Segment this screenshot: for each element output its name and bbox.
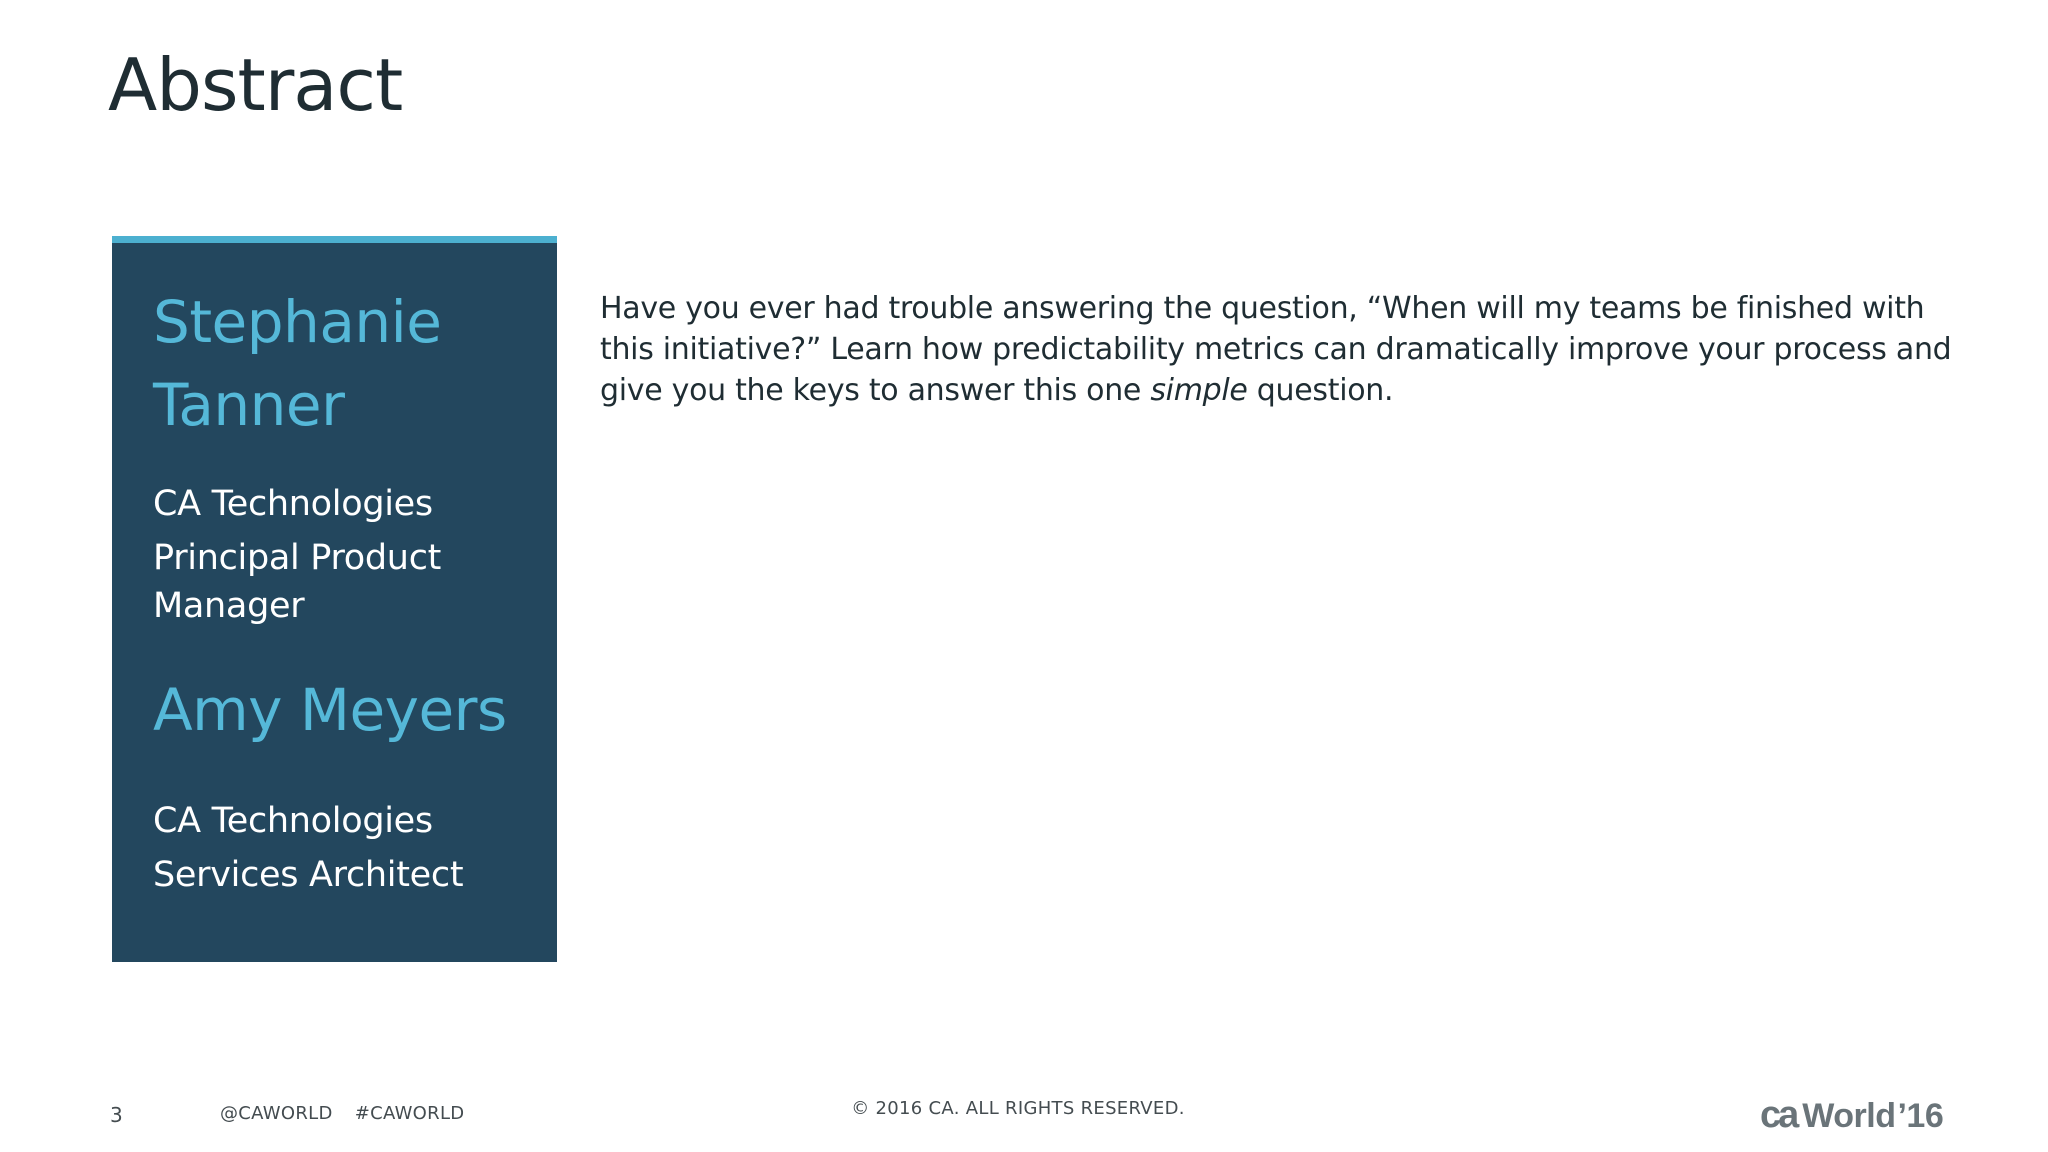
logo-word: World [1802,1097,1896,1135]
speaker-details [153,480,533,630]
copyright: © 2016 CA. ALL RIGHTS RESERVED. [851,1098,1185,1119]
ca-world-logo [1760,1094,1943,1137]
speaker-company: CA Technologies [153,801,433,841]
page-number: 3 [110,1103,124,1127]
abstract-text-part: question. [1247,373,1394,408]
social-handle: @CAWORLD [220,1103,333,1124]
speaker-name: Stephanie Tanner [153,288,442,439]
speaker-role: Principal Product Manager [153,538,442,626]
logo-brand: ca [1760,1094,1797,1136]
slide-title: Abstract [108,43,403,127]
speaker-details [153,797,533,899]
logo-year: ’16 [1897,1097,1944,1135]
speaker-company: CA Technologies [153,484,433,524]
speaker-panel [112,236,557,962]
speaker-role: Services Architect [153,855,464,895]
speaker-name: Amy Meyers [153,676,507,744]
abstract-text [600,288,1970,411]
abstract-emphasis: simple [1150,373,1248,408]
abstract-text-part: Have you ever had trouble answering the question, “When will my teams be finished with this initiative?” Learn how predictability metrics can dramatically improve your process and give you the keys to answer this one [600,291,1952,408]
social-hashtag: #CAWORLD [354,1103,465,1124]
